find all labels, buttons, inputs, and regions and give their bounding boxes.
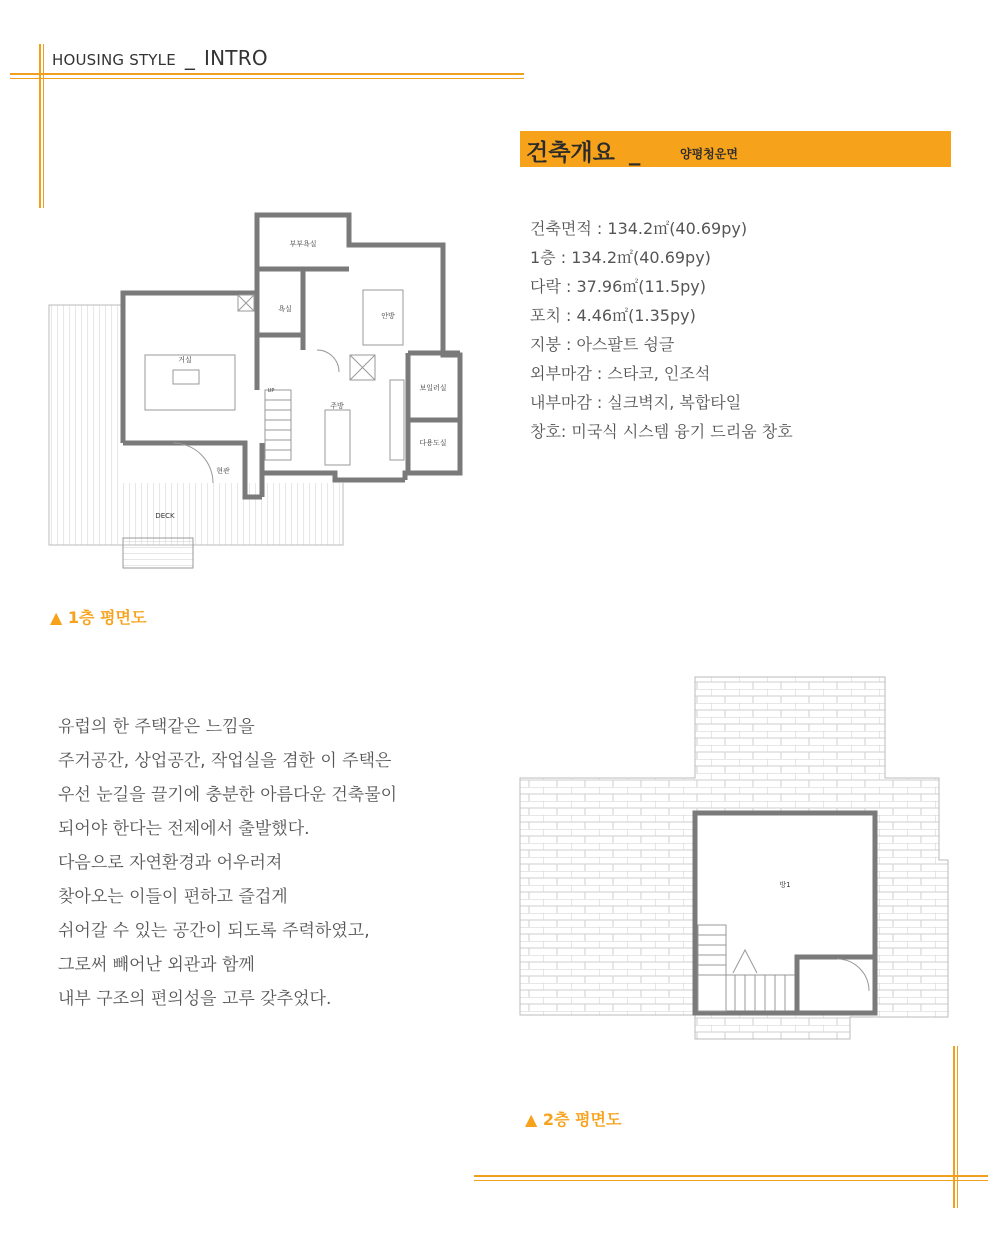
spec-list	[530, 214, 793, 446]
spec-item: 외부마감 : 스타코, 인조석	[530, 364, 711, 383]
header-part2: INTRO	[204, 46, 268, 70]
label-room1: 방1	[779, 881, 791, 889]
frame-line-right	[953, 1046, 955, 1208]
spec-item: 1층 : 134.2㎡(40.69py)	[530, 248, 711, 267]
spec-item: 지붕 : 아스팔트 슁글	[530, 335, 675, 354]
label-deck: DECK	[155, 512, 175, 520]
frame-line-top	[10, 73, 524, 75]
floor-plan-1	[45, 205, 495, 580]
frame-line-right-2	[957, 1046, 958, 1208]
label-up: UP	[267, 388, 275, 394]
spec-item: 건축면적 : 134.2㎡(40.69py)	[530, 219, 748, 238]
label-living: 거실	[178, 356, 192, 364]
frame-line-left-2	[43, 44, 44, 208]
floor2-caption: ▲ 2층 평면도	[525, 1110, 622, 1129]
frame-line-top-2	[10, 78, 524, 79]
intro-line: 다음으로 자연환경과 어우러져	[58, 853, 283, 873]
header-sep: _	[184, 46, 196, 70]
spec-item: 창호: 미국식 시스템 융기 드리움 창호	[530, 422, 793, 441]
intro-line: 주거공간, 상업공간, 작업실을 겸한 이 주택은	[58, 751, 392, 771]
deck-stairs	[123, 538, 193, 568]
overview-subtitle: 양평청운면	[680, 147, 738, 161]
overview-title-text: 건축개요	[526, 140, 615, 166]
label-bath: 욕실	[278, 305, 292, 313]
frame-line-bottom	[474, 1175, 988, 1177]
label-boiler: 보일러실	[419, 384, 447, 392]
label-kitchen: 주방	[330, 402, 344, 410]
page-header	[52, 46, 268, 70]
frame-line-bottom-2	[474, 1180, 988, 1181]
spec-item: 내부마감 : 실크벽지, 복합타일	[530, 393, 742, 412]
intro-line: 유럽의 한 주택같은 느낌을	[58, 717, 255, 737]
overview-title-bar	[520, 131, 951, 167]
label-utility: 다용도실	[419, 439, 447, 447]
spec-item: 다락 : 37.96㎡(11.5py)	[530, 277, 707, 296]
intro-line: 내부 구조의 편의성을 고루 갖추었다.	[58, 989, 332, 1009]
frame-line-left	[39, 44, 41, 208]
label-master-room: 안방	[381, 312, 395, 320]
intro-line: 쉬어갈 수 있는 공간이 되도록 주력하였고,	[58, 921, 370, 941]
label-entrance: 현관	[216, 467, 230, 475]
intro-line: 우선 눈길을 끌기에 충분한 아름다운 건축물이	[58, 785, 398, 805]
intro-text	[58, 710, 397, 1016]
label-master-bath: 부부욕실	[289, 240, 317, 248]
overview-title	[526, 134, 640, 167]
header-part1: HOUSING STYLE	[52, 51, 176, 69]
spec-item: 포치 : 4.46㎡(1.35py)	[530, 306, 696, 325]
floor1-caption: ▲ 1층 평면도	[50, 608, 147, 627]
floor-plan-2	[515, 675, 955, 1045]
intro-line: 되어야 한다는 전제에서 출발했다.	[58, 819, 310, 839]
intro-line: 그로써 빼어난 외관과 함께	[58, 955, 255, 975]
overview-sep: _	[628, 140, 641, 166]
intro-line: 찾아오는 이들이 편하고 즐겁게	[58, 887, 288, 907]
